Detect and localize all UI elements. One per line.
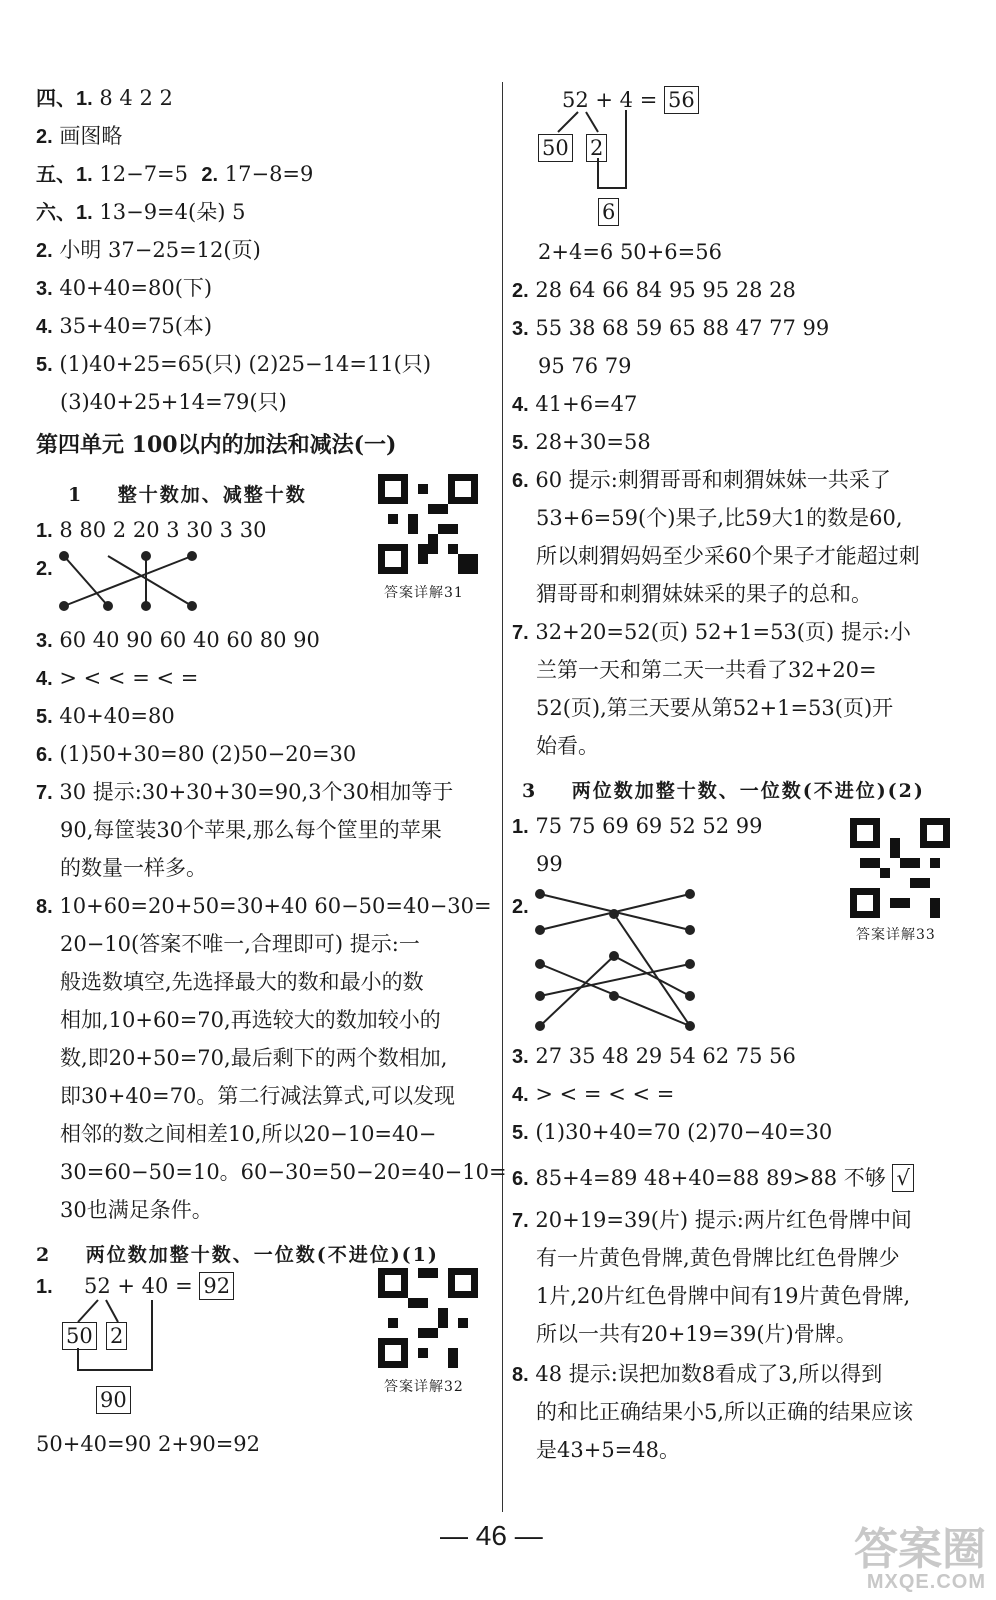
s1-answer-8: 8. 10+60=20+50=30+40 60−50=40−30= — [36, 894, 492, 918]
s1-answer-8-line: 30=60−50=10。60−30=50−20=40−10= — [60, 1160, 507, 1184]
s1-answer-4: 4. > < < = < = — [36, 666, 199, 690]
s3-answer-3: 3. 27 35 48 29 54 62 75 56 — [512, 1044, 796, 1068]
qr-code — [378, 474, 478, 574]
answer-6-3: 3. 40+40=80(下) — [36, 276, 213, 300]
section-2-heading: 2 两位数加整十数、一位数(不进位)(1) — [36, 1244, 439, 1266]
s1-answer-7: 7. 30 提示:30+30+30=90,3个30相加等于 — [36, 780, 454, 804]
matching-lines-1 — [60, 552, 200, 612]
s1-answer-8-line: 相加,10+60=70,再选较大的数加较小的 — [60, 1008, 441, 1032]
r-answer-7: 7. 32+20=52(页) 52+1=53(页) 提示:小 — [512, 620, 911, 644]
s2-box-50: 50 — [62, 1322, 97, 1350]
s3-answer-1-cont: 99 — [536, 852, 563, 876]
qr-caption: 答案详解31 — [384, 585, 464, 601]
s2-answer-1-equation: 52 + 40 = 92 — [84, 1272, 234, 1300]
r-answer-7-line: 始看。 — [536, 734, 599, 758]
s1-answer-8-line: 相邻的数之间相差10,所以20−10=40− — [60, 1122, 437, 1146]
r-answer-3: 3. 55 38 68 59 65 88 47 77 99 — [512, 316, 830, 340]
s3-answer-2: 2. — [512, 896, 529, 918]
s1-answer-5: 5. 40+40=80 — [36, 704, 175, 728]
r-answer-6-line: 53+6=59(个)果子,比59大1的数是60, — [536, 506, 903, 530]
s3-answer-7: 7. 20+19=39(片) 提示:两片红色骨牌中间 — [512, 1208, 912, 1232]
s1-answer-2: 2. — [36, 558, 53, 580]
s1-answer-7-line: 的数量一样多。 — [60, 856, 207, 880]
r-answer-7-line: 52(页),第三天要从第52+1=53(页)开 — [536, 696, 894, 720]
r-answer-6-line: 猬哥哥和刺猬妹妹采的果子的总和。 — [536, 582, 872, 606]
matching-lines-2 — [536, 890, 696, 1030]
r-box-6: 6 — [598, 198, 619, 226]
section-1-heading: 1 整十数加、减整十数 — [68, 484, 307, 506]
answer-6-4: 4. 35+40=75(本) — [36, 314, 213, 338]
r-answer-6: 6. 60 提示:刺猬哥哥和刺猬妹妹一共采了 — [512, 468, 891, 492]
qr-code — [850, 818, 950, 918]
s1-answer-8-line: 即30+40=70。第二行减法算式,可以发现 — [60, 1084, 456, 1108]
answer-6-5-cont: (3)40+25+14=79(只) — [60, 390, 287, 414]
s3-answer-7-line: 有一片黄色骨牌,黄色骨牌比红色骨牌少 — [536, 1246, 900, 1270]
qr-caption: 答案详解32 — [384, 1379, 464, 1395]
answer-5: 五、1. 12−7=5 2. 17−8=9 — [36, 162, 314, 186]
s3-answer-1: 1. 75 75 69 69 52 52 99 — [512, 814, 763, 838]
s1-answer-6: 6. (1)50+30=80 (2)50−20=30 — [36, 742, 357, 766]
r-answer-2: 2. 28 64 66 84 95 95 28 28 — [512, 278, 796, 302]
qr-code — [378, 1268, 478, 1368]
column-divider — [502, 82, 503, 1512]
s3-answer-8-line: 的和比正确结果小5,所以正确的结果应该 — [536, 1400, 914, 1424]
s1-answer-8-line: 数,即20+50=70,最后剩下的两个数相加, — [60, 1046, 448, 1070]
r-answer-4: 4. 41+6=47 — [512, 392, 638, 416]
unit-title: 第四单元 100以内的加法和减法(一) — [36, 432, 397, 458]
r-equation-result: 2+4=6 50+6=56 — [538, 240, 722, 264]
r-equation: 52 + 4 = 56 — [562, 86, 699, 114]
answer-6-1: 六、1. 13−9=4(朵) 5 — [36, 200, 246, 224]
s2-box-2: 2 — [106, 1322, 127, 1350]
s1-answer-1: 1. 8 80 2 20 3 30 3 30 — [36, 518, 267, 542]
qr-caption: 答案详解33 — [856, 927, 936, 943]
s3-answer-6: 6. 85+4=89 48+40=88 89>88 不够 √ — [512, 1164, 914, 1192]
answer-6-2: 2. 小明 37−25=12(页) — [36, 238, 261, 262]
s3-answer-8: 8. 48 提示:误把加数8看成了3,所以得到 — [512, 1362, 883, 1386]
answer-4-2: 2. 画图略 — [36, 124, 123, 148]
section-3-heading: 3 两位数加整十数、一位数(不进位)(2) — [522, 780, 925, 802]
page-number: — 46 — — [440, 1520, 543, 1551]
s2-box-90: 90 — [96, 1386, 131, 1414]
s3-answer-7-line: 1片,20片红色骨牌中间有19片黄色骨牌, — [536, 1284, 911, 1308]
answer-4-1: 四、1. 8 4 2 2 — [36, 86, 173, 110]
s3-answer-5: 5. (1)30+40=70 (2)70−40=30 — [512, 1120, 833, 1144]
s3-answer-7-line: 所以一共有20+19=39(片)骨牌。 — [536, 1322, 857, 1346]
s2-answer-1-num: 1. — [36, 1276, 53, 1298]
s1-answer-7-line: 90,每筐装30个苹果,那么每个筐里的苹果 — [60, 818, 442, 842]
s2-answer-1-result: 50+40=90 2+90=92 — [36, 1432, 261, 1456]
watermark: 答案圈 MXQE.COM — [854, 1525, 986, 1593]
r-answer-6-line: 所以刺猬妈妈至少采60个果子才能超过刺 — [536, 544, 920, 568]
r-answer-7-line: 兰第一天和第二天一共看了32+20= — [536, 658, 877, 682]
r-box-2: 2 — [586, 134, 607, 162]
s3-answer-8-line: 是43+5=48。 — [536, 1438, 680, 1462]
s1-answer-8-line: 般选数填空,先选择最大的数和最小的数 — [60, 970, 424, 994]
answer-6-5: 5. (1)40+25=65(只) (2)25−14=11(只) — [36, 352, 432, 376]
s1-answer-8-line: 20−10(答案不唯一,合理即可) 提示:一 — [60, 932, 420, 956]
s1-answer-3: 3. 60 40 90 60 40 60 80 90 — [36, 628, 320, 652]
r-box-50: 50 — [538, 134, 573, 162]
r-answer-5: 5. 28+30=58 — [512, 430, 651, 454]
s3-answer-4: 4. > < = < < = — [512, 1082, 675, 1106]
s1-answer-8-line: 30也满足条件。 — [60, 1198, 213, 1222]
check-mark-icon: √ — [892, 1164, 913, 1192]
r-answer-3-cont: 95 76 79 — [538, 354, 632, 378]
